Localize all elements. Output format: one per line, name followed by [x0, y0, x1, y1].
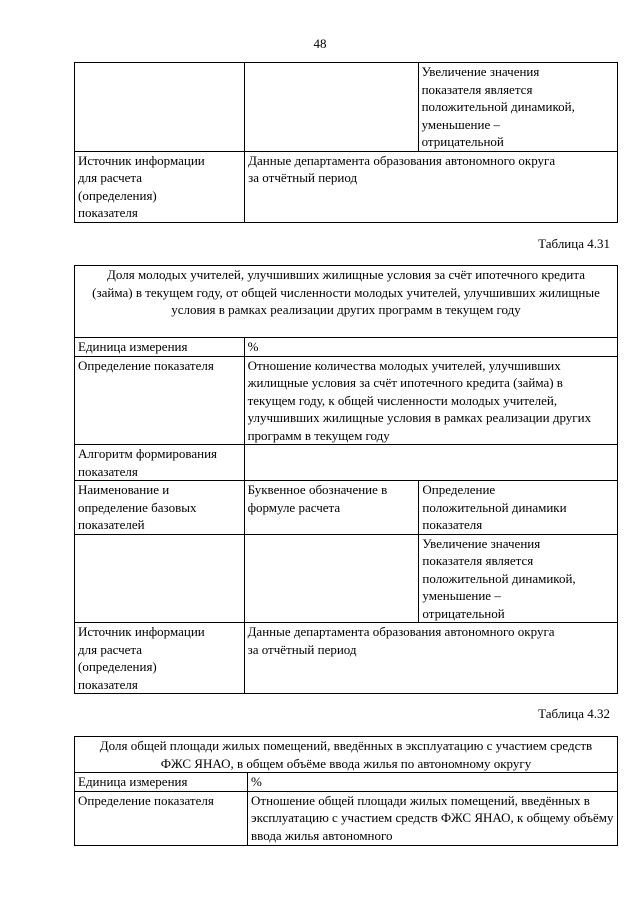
table-4-31-source-label: Источник информации для расчета (определения) показателя — [75, 623, 245, 694]
table-4-31-dynamics-value: Увеличение значения показателя является положительной динамикой, уменьшение – отрицательной — [419, 534, 618, 623]
table-4-31-unit-value: % — [244, 338, 617, 357]
table-4-32-definition-value: Отношение общей площади жилых помещений, введённых в эксплуатацию с участием средств ФЖС ЯНАО, к общему объёму ввода жилья автономного — [248, 791, 618, 845]
table-4-31-algorithm-value — [244, 445, 617, 481]
table-4-31 — [74, 265, 618, 694]
table-4-31-empty-cell-2 — [244, 534, 419, 623]
table-4-32-unit-label: Единица измерения — [75, 773, 248, 792]
table-4-32 — [74, 736, 618, 846]
table-4-31-definition-label: Определение показателя — [75, 356, 245, 445]
table-4-31-algorithm-label: Алгоритм формирования показателя — [75, 445, 245, 481]
table-4-31-title: Доля молодых учителей, улучшивших жилищные условия за счёт ипотечного кредита (займа) в текущем году, от общей численности молодых учителей, улучшивших жилищные условия в рамках реализации других программ в текущем году — [75, 266, 618, 338]
top-empty-cell-1 — [75, 63, 245, 152]
top-source-label: Источник информации для расчета (определения) показателя — [75, 151, 245, 222]
top-empty-cell-2 — [245, 63, 418, 152]
page-number: 48 — [313, 36, 327, 51]
table-4-31-empty-cell-1 — [75, 534, 245, 623]
table-4-31-source-value: Данные департамента образования автономного округа за отчётный период — [244, 623, 617, 694]
table-4-32-unit-value: % — [248, 773, 618, 792]
top-dynamics-cell: Увеличение значения показателя является положительной динамикой, уменьшение – отрицательной — [418, 63, 617, 152]
table-4-31-caption: Таблица 4.31 — [538, 236, 610, 251]
table-4-31-unit-label: Единица измерения — [75, 338, 245, 357]
table-4-31-base-letter: Буквенное обозначение в формуле расчета — [244, 481, 419, 535]
top-table — [74, 62, 618, 223]
table-4-31-definition-value: Отношение количества молодых учителей, улучшивших жилищные условия за счёт ипотечного кредита (займа) в текущем году, к общей численности молодых учителей, улучшивших жилищные условия в рамках реализации других программ в текущем году — [244, 356, 617, 445]
top-source-value: Данные департамента образования автономного округа за отчётный период — [245, 151, 618, 222]
table-4-32-caption: Таблица 4.32 — [538, 706, 610, 721]
table-4-31-base-dynamics: Определение положительной динамики показателя — [419, 481, 618, 535]
table-4-32-title: Доля общей площади жилых помещений, введённых в эксплуатацию с участием средств ФЖС ЯНАО, в общем объёме ввода жилья по автономному округу — [75, 737, 618, 773]
table-4-32-definition-label: Определение показателя — [75, 791, 248, 845]
table-4-31-base-label: Наименование и определение базовых показателей — [75, 481, 245, 535]
